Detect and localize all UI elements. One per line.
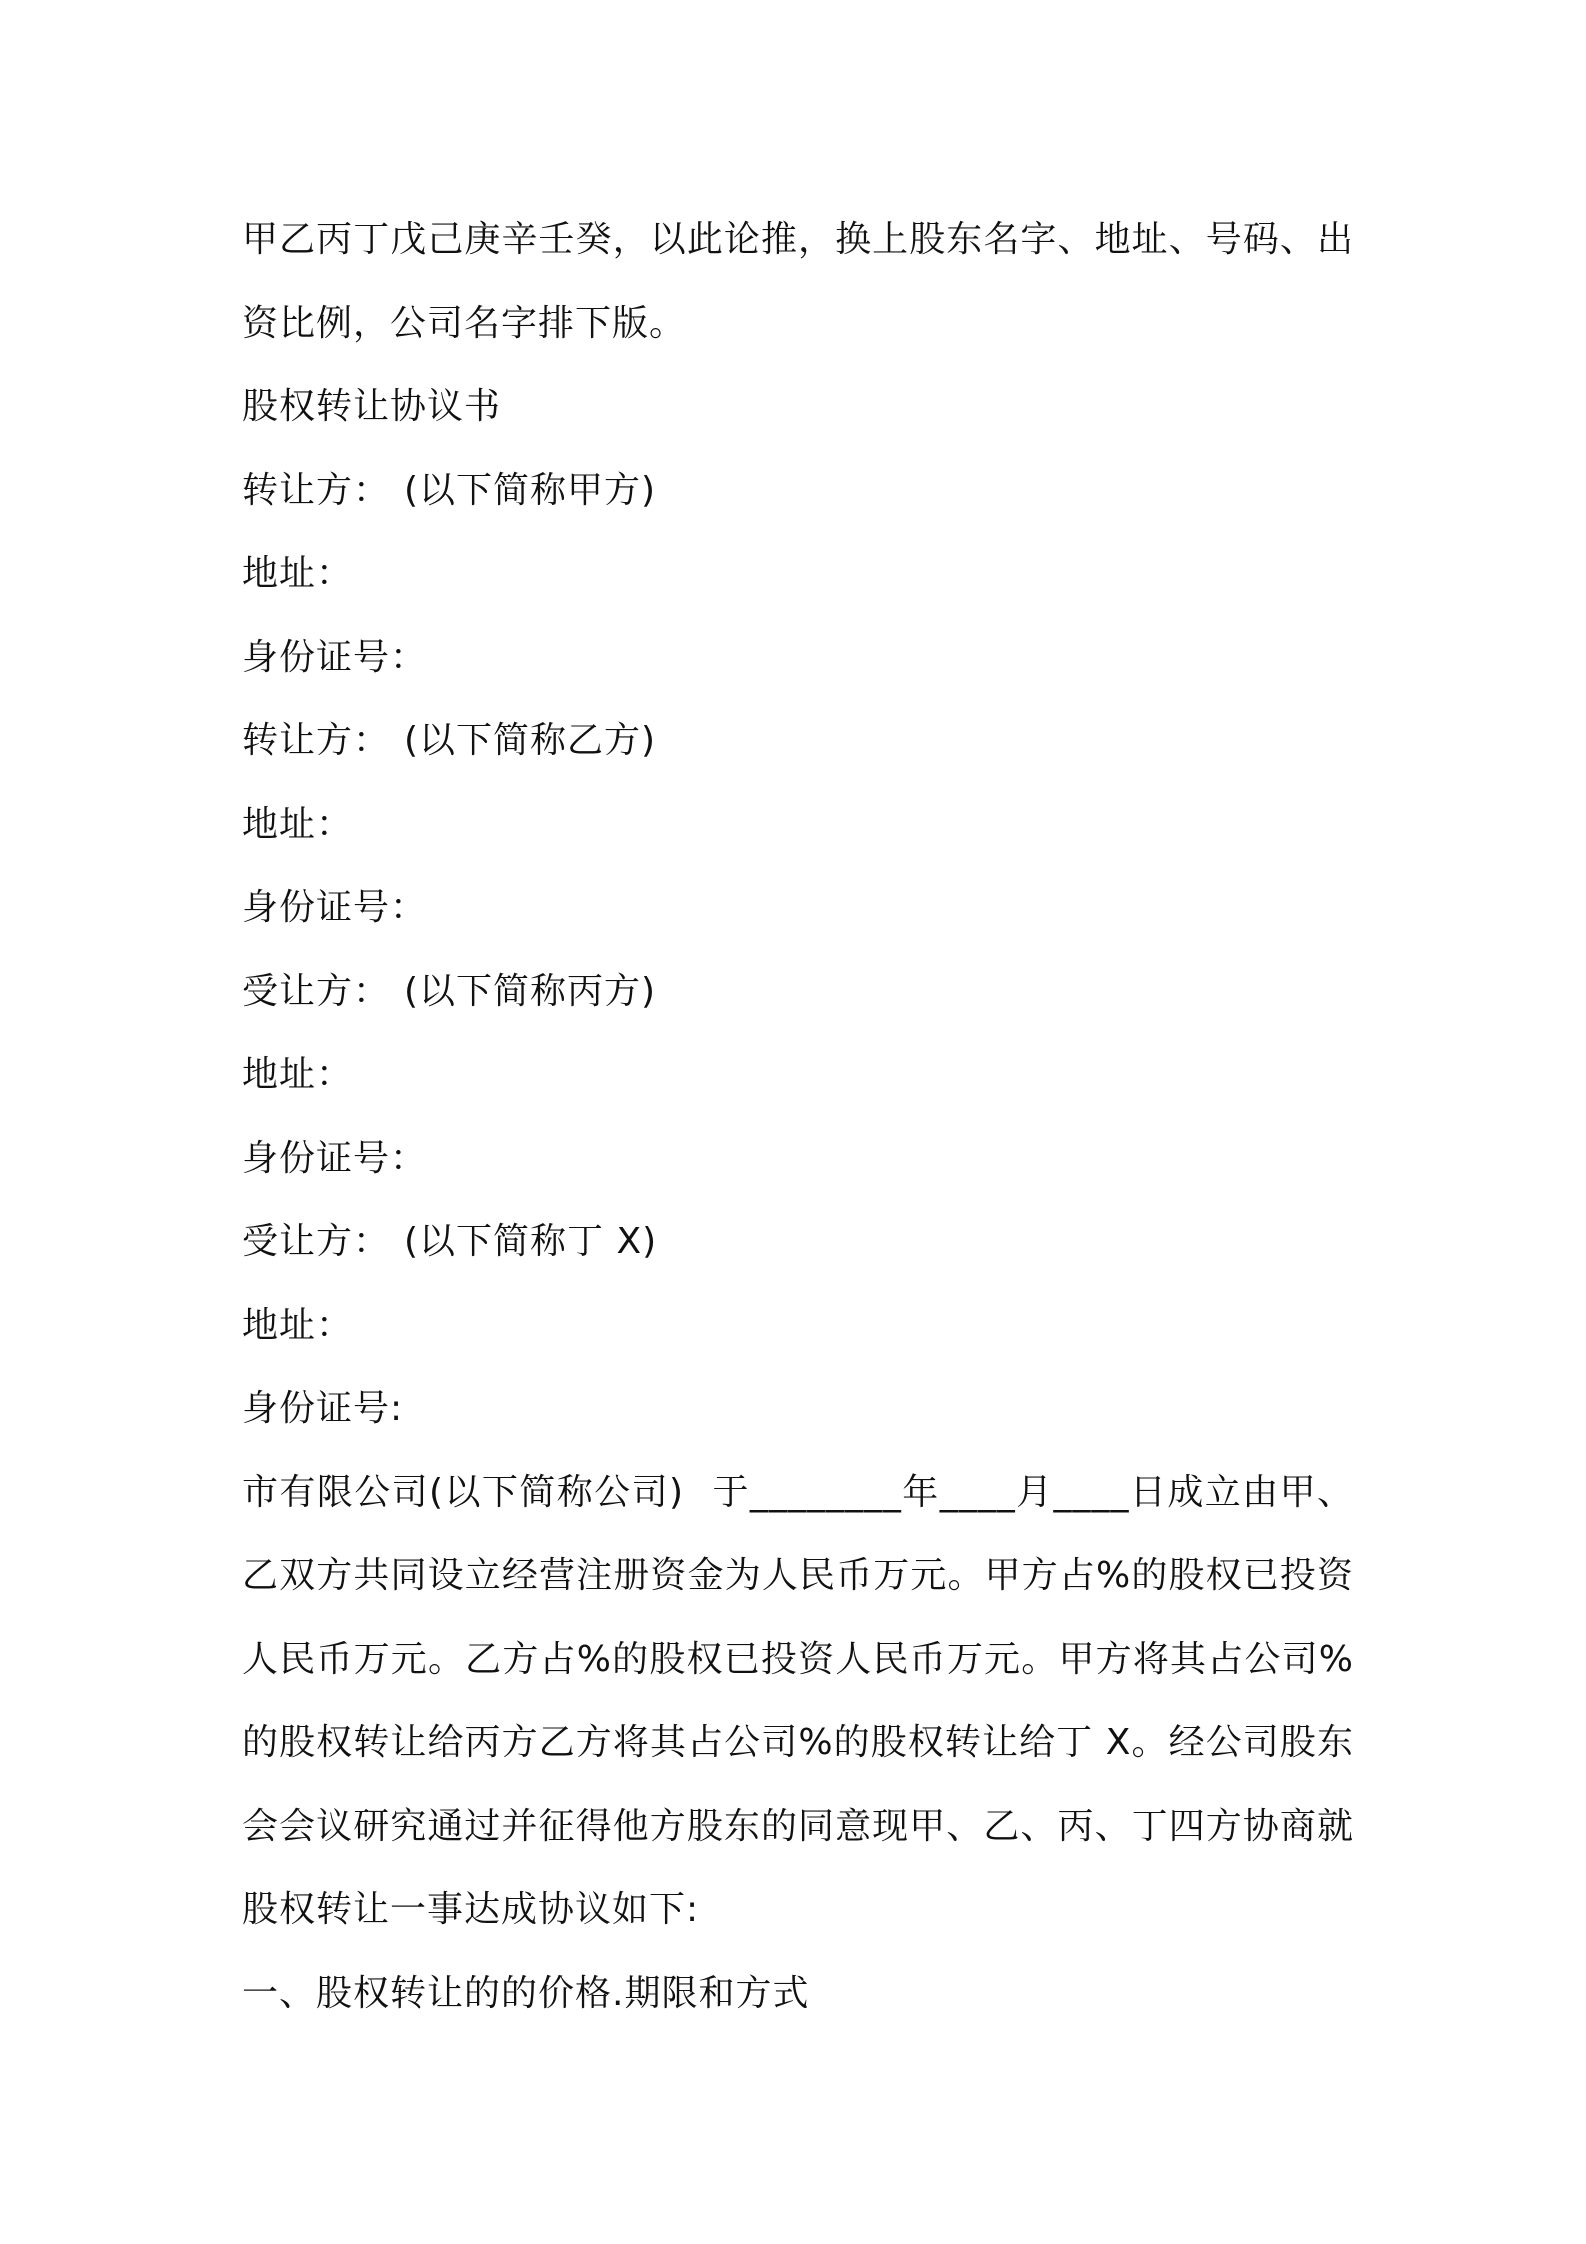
party-c-id-label: 身份证号：	[242, 1137, 428, 1179]
body-line-2: 乙双方共同设立经营注册资金为人民币万元。甲方占%的股权已投资	[242, 1555, 1354, 1596]
party-c-alias: (以下简称丙方)	[404, 970, 657, 1012]
party-c-role-line	[242, 950, 1367, 1034]
document-content	[242, 198, 1367, 2035]
party-b-role: 转让方：	[242, 720, 391, 761]
party-b-alias: (以下简称乙方)	[404, 720, 657, 761]
section-1-heading: 一、股权转让的的价格.期限和方式	[242, 1972, 810, 2014]
party-b-role-line	[242, 699, 1367, 783]
party-a-role-line	[242, 449, 1367, 533]
party-d-alias: (以下简称丁 X)	[404, 1221, 658, 1262]
document-title: 股权转让协议书	[242, 386, 502, 427]
body-line-1-date: 于________年____月____日成立由甲、	[712, 1471, 1354, 1513]
body-line-3: 人民币万元。乙方占%的股权已投资人民币万元。甲方将其占公司%	[242, 1638, 1354, 1680]
body-line-6: 股权转让一事达成协议如下:	[242, 1889, 700, 1930]
body-line-1-company: 市有限公司(以下简称公司)	[242, 1471, 685, 1513]
party-d-role: 受让方：	[242, 1221, 391, 1262]
body-line-1	[242, 1451, 1354, 1535]
body-line-5: 会会议研究通过并征得他方股东的同意现甲、乙、丙、丁四方协商就	[242, 1805, 1354, 1847]
intro-line-2: 资比例，公司名字排下版。	[242, 302, 687, 344]
party-a-id-label: 身份证号：	[242, 636, 428, 678]
party-d-role-line	[242, 1200, 1367, 1284]
party-c-address-label: 地址：	[242, 1054, 354, 1095]
body-line-4: 的股权转让给丙方乙方将其占公司%的股权转让给丁 X。经公司股东	[242, 1722, 1354, 1763]
party-a-address-label: 地址：	[242, 553, 354, 594]
party-b-address-label: 地址：	[242, 803, 354, 845]
party-a-alias: (以下简称甲方)	[404, 469, 657, 511]
party-d-id-label: 身份证号:	[242, 1388, 404, 1429]
party-b-id-label: 身份证号：	[242, 887, 428, 928]
party-a-role: 转让方：	[242, 469, 391, 511]
party-d-address-label: 地址：	[242, 1304, 354, 1346]
intro-line-1: 甲乙丙丁戊己庚辛壬癸，以此论推，换上股东名字、地址、号码、出	[242, 219, 1354, 260]
party-c-role: 受让方：	[242, 970, 391, 1012]
